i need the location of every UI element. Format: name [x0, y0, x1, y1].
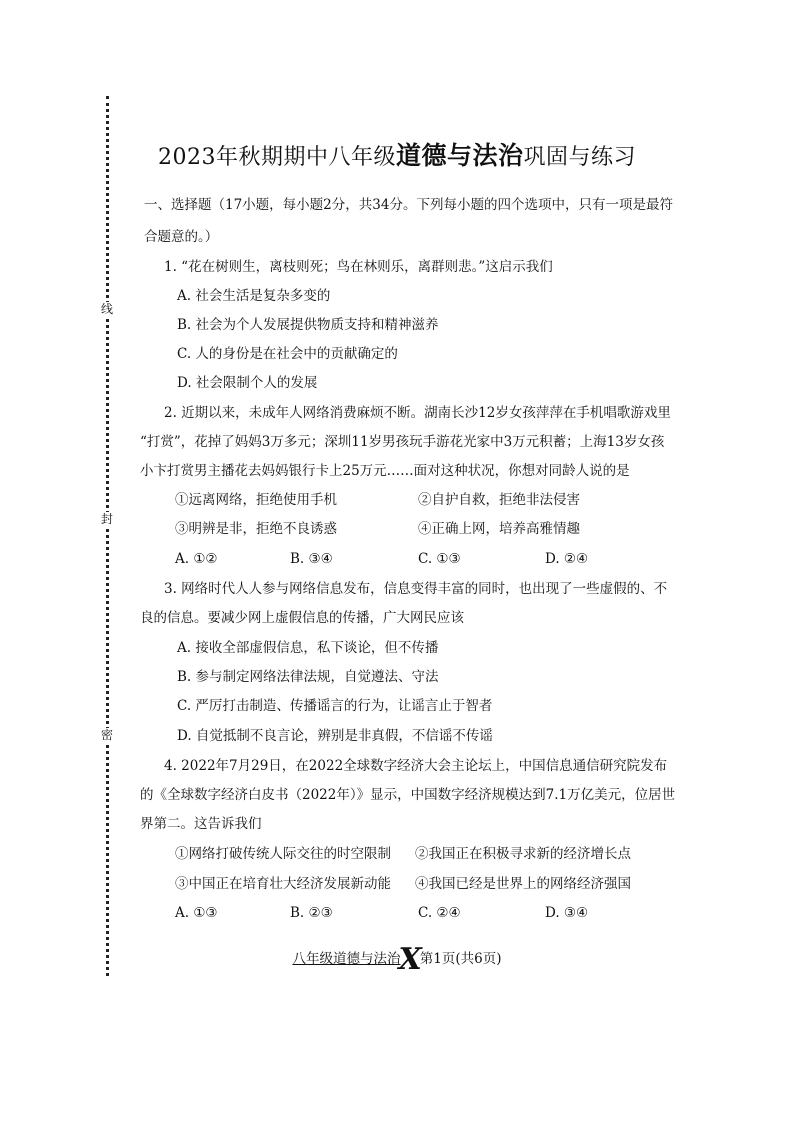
page-title [0, 136, 794, 172]
q1-option-b: B. 社会为个人发展提供物质支持和精神滋养 [177, 317, 439, 333]
binding-line [106, 96, 109, 976]
q2-stem-line2: “打赏”，花掉了妈妈3万多元；深圳11岁男孩玩手游花光家中3万元积蓄；上海13岁女孩 [140, 434, 665, 450]
title-prefix: 2023年秋期期中八年级 [157, 145, 396, 170]
footer-subject: 八年级道德与法治 [292, 951, 401, 967]
q2-choice-d: D. ②④ [545, 551, 589, 567]
title-subject: 道德与法治 [395, 141, 524, 170]
q4-statement-4: ④我国已经是世界上的网络经济强国 [415, 876, 631, 892]
binding-label-mi: 密 [100, 728, 113, 742]
q3-stem-line2: 良的信息。要减少网上虚假信息的传播，广大网民应该 [140, 610, 464, 626]
q2-statement-1: ①远离网络，拒绝使用手机 [175, 492, 337, 508]
q1-option-c: C. 人的身份是在社会中的贡献确定的 [177, 346, 398, 362]
q3-stem-line1: 3. 网络时代人人参与网络信息发布，信息变得丰富的同时，也出现了一些虚假的、不 [164, 581, 668, 597]
q2-stem-line3: 小卞打赏男主播花去妈妈银行卡上25万元……面对这种状况，你想对同龄人说的是 [140, 463, 630, 479]
q4-choice-d: D. ③④ [545, 905, 589, 921]
q2-choice-a: A. ①② [175, 551, 218, 567]
q4-stem-line3: 界第二。这告诉我们 [140, 816, 262, 832]
q3-option-a: A. 接收全部虚假信息，私下谈论，但不传播 [177, 640, 439, 656]
q2-statement-2: ②自护自救，拒绝非法侵害 [418, 492, 580, 508]
q2-stem-line1: 2. 近期以来，未成年人网络消费麻烦不断。湖南长沙12岁女孩萍萍在手机唱歌游戏里 [164, 405, 671, 421]
q2-choice-c: C. ①③ [418, 551, 461, 567]
footer-page-number: 第1页(共6页) [419, 951, 502, 967]
q3-option-b: B. 参与制定网络法律法规，自觉遵法、守法 [177, 669, 439, 685]
q3-option-d: D. 自觉抵制不良言论，辨别是非真假，不信谣不传谣 [177, 728, 493, 744]
q1-stem: 1. “花在树则生，离枝则死；鸟在林则乐，离群则悲。”这启示我们 [164, 259, 553, 275]
q4-stem-line1: 4. 2022年7月29日，在2022全球数字经济大会主论坛上，中国信息通信研究院发布 [164, 758, 668, 774]
q4-stem-line2: 的《全球数字经济白皮书（2022年）》显示，中国数字经济规模达到7.1万亿美元，位居世 [140, 787, 676, 803]
binding-label-xian: 线 [100, 302, 113, 316]
q4-choice-c: C. ②④ [418, 905, 461, 921]
q1-option-a: A. 社会生活是复杂多变的 [177, 288, 331, 304]
q4-statement-1: ①网络打破传统人际交往的时空限制 [175, 846, 391, 862]
q4-choice-b: B. ②③ [290, 905, 333, 921]
title-suffix: 巩固与练习 [523, 145, 637, 170]
binding-label-feng: 封 [100, 512, 113, 526]
page-footer [0, 942, 794, 977]
q2-statement-3: ③明辨是非，拒绝不良诱惑 [175, 521, 337, 537]
q4-statement-2: ②我国正在积极寻求新的经济增长点 [415, 846, 631, 862]
q2-statement-4: ④正确上网，培养高雅情趣 [418, 521, 580, 537]
q4-statement-3: ③中国正在培育壮大经济发展新动能 [175, 876, 391, 892]
q1-option-d: D. 社会限制个人的发展 [177, 375, 318, 391]
q2-choice-b: B. ③④ [290, 551, 333, 567]
section-header-line1: 一、选择题（17小题，每小题2分，共34分。下列每小题的四个选项中，只有一项是最符 [144, 197, 673, 213]
section-header-line2: 合题意的。） [144, 229, 219, 245]
q3-option-c: C. 严厉打击制造、传播谣言的行为，让谣言止于智者 [177, 698, 493, 714]
footer-x-mark: X [398, 942, 422, 977]
q4-choice-a: A. ①③ [175, 905, 218, 921]
